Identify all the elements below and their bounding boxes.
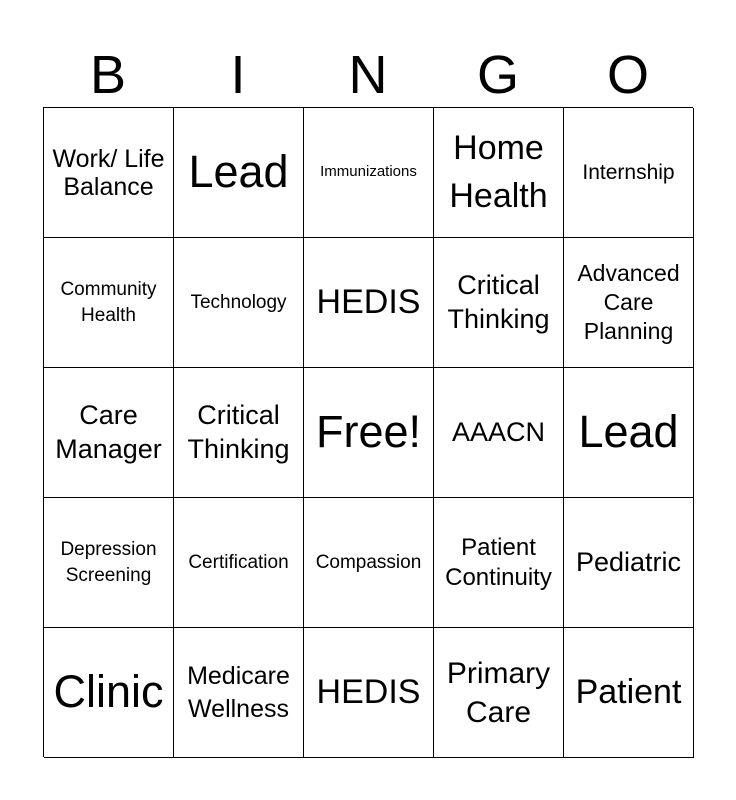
bingo-cell-r2-c1 [44, 238, 174, 368]
bingo-cell-r5-c4 [434, 628, 564, 758]
bingo-cell-r3-c1 [44, 368, 174, 498]
bingo-cell-r5-c2 [174, 628, 304, 758]
cell-text: Work/ Life Balance [52, 144, 165, 201]
cell-text: Primary Care [446, 656, 551, 729]
free-space-cell [304, 368, 434, 498]
cell-text: Medicare Wellness [187, 662, 290, 723]
bingo-cell-r3-c5 [564, 368, 694, 498]
bingo-cell-r5-c5 [564, 628, 694, 758]
bingo-cell-r1-c1 [44, 108, 174, 238]
bingo-cell-r2-c5 [564, 238, 694, 368]
bingo-cell-r4-c3 [304, 498, 434, 628]
bingo-board [43, 107, 693, 757]
bingo-cell-r1-c4 [434, 108, 564, 238]
cell-text: Care Manager [55, 399, 162, 464]
header-letter-o: O [606, 45, 649, 105]
cell-text: Home Health [449, 128, 548, 215]
cell-text: Advanced Care Planning [577, 260, 680, 344]
cell-text: Immunizations [320, 163, 417, 181]
bingo-cell-r2-c3 [304, 238, 434, 368]
cell-text: HEDIS [316, 673, 421, 712]
bingo-cell-r1-c2 [174, 108, 304, 238]
cell-text: AAACN [451, 417, 546, 448]
cell-text: Free! [315, 406, 422, 458]
cell-text: Clinic [53, 666, 164, 718]
bingo-cell-r4-c4 [434, 498, 564, 628]
cell-text: Compassion [315, 551, 422, 573]
bingo-cell-r4-c1 [44, 498, 174, 628]
cell-text: Lead [188, 146, 289, 198]
cell-text: Certification [188, 551, 289, 573]
header-letter-g: G [476, 45, 519, 105]
bingo-cell-r3-c2 [174, 368, 304, 498]
bingo-cell-r4-c5 [564, 498, 694, 628]
cell-text: Patient [575, 673, 682, 712]
bingo-cell-r5-c3 [304, 628, 434, 758]
cell-text: Critical Thinking [447, 269, 550, 334]
bingo-cell-r1-c5 [564, 108, 694, 238]
bingo-cell-r3-c4 [434, 368, 564, 498]
cell-text: Technology [190, 291, 287, 313]
bingo-header [43, 42, 693, 108]
cell-text: Internship [582, 160, 675, 184]
bingo-cell-r4-c2 [174, 498, 304, 628]
cell-text: Lead [578, 406, 679, 458]
cell-text: Critical Thinking [187, 399, 290, 464]
cell-text: Pediatric [575, 547, 682, 578]
header-letter-n: N [348, 45, 388, 105]
bingo-cell-r1-c3 [304, 108, 434, 238]
cell-text: HEDIS [316, 283, 421, 322]
cell-text: Patient Continuity [445, 533, 552, 591]
cell-text: Community Health [60, 278, 157, 326]
header-letter-b: B [89, 45, 127, 105]
bingo-cell-r5-c1 [44, 628, 174, 758]
bingo-cell-r2-c4 [434, 238, 564, 368]
bingo-cell-r2-c2 [174, 238, 304, 368]
cell-text: Depression Screening [60, 538, 157, 586]
header-letter-i: I [230, 45, 246, 105]
